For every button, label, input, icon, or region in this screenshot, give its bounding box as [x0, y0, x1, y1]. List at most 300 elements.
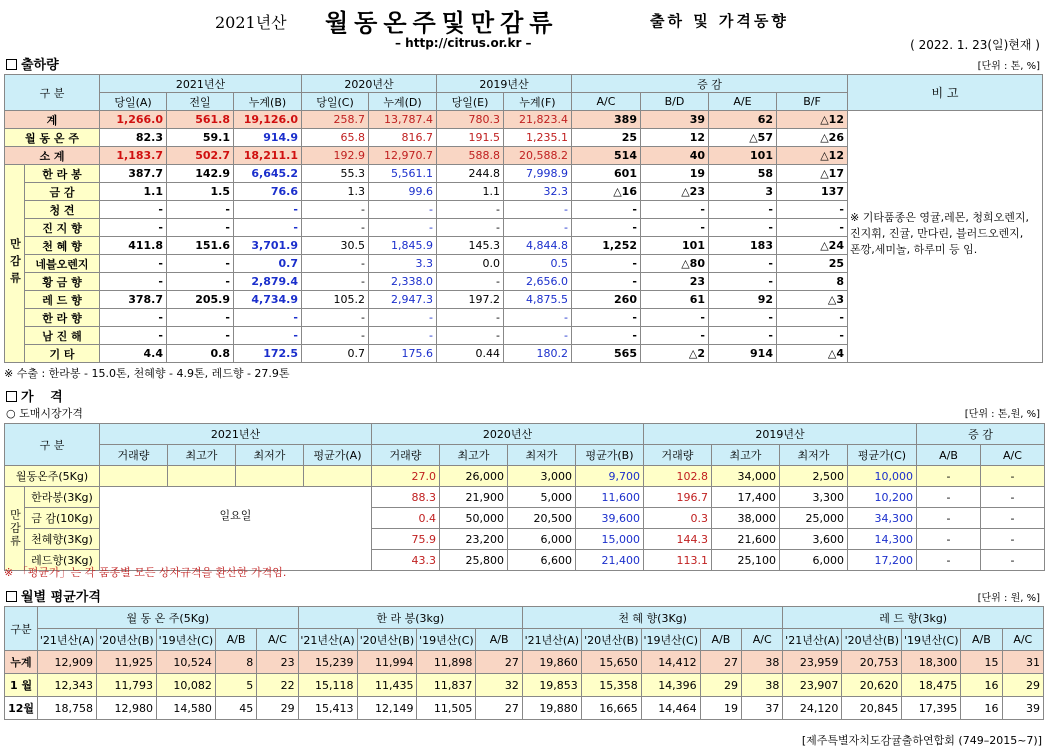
data-cell: 15,358 [581, 674, 641, 697]
data-cell: 0.7 [234, 255, 302, 273]
data-cell: 172.5 [234, 345, 302, 363]
data-cell: 3,000 [508, 466, 576, 487]
shipment-section-title [6, 54, 59, 73]
data-cell: 15,650 [581, 651, 641, 674]
sub-header: 최저가 [508, 445, 576, 466]
data-cell: - [369, 201, 437, 219]
data-cell: - [369, 309, 437, 327]
data-cell: - [572, 327, 641, 345]
data-cell: 15 [961, 651, 1002, 674]
data-cell: 2,500 [780, 466, 848, 487]
row-label: 금 감 [25, 183, 100, 201]
data-cell: 50,000 [440, 508, 508, 529]
data-cell: 65.8 [302, 129, 369, 147]
shipment-table [4, 74, 848, 363]
data-cell: 258.7 [302, 111, 369, 129]
data-cell: 11,898 [417, 651, 476, 674]
data-cell: 18,211.1 [234, 147, 302, 165]
data-cell: 39,600 [576, 508, 644, 529]
data-cell: 2,656.0 [504, 273, 572, 291]
sub-header: A/C [981, 445, 1045, 466]
price-unit: [단위 : 톤,원, %] [964, 409, 1040, 420]
data-cell: 16 [961, 697, 1002, 720]
shipment-note-cell [847, 74, 1043, 363]
data-cell: 88.3 [372, 487, 440, 508]
data-cell: 21,400 [576, 550, 644, 571]
data-cell: - [981, 508, 1045, 529]
data-cell: - [302, 201, 369, 219]
data-cell: 19 [641, 165, 709, 183]
table-row [5, 75, 848, 93]
data-cell: 17,400 [712, 487, 780, 508]
data-cell: 15,000 [576, 529, 644, 550]
data-cell: - [504, 219, 572, 237]
data-cell: 183 [709, 237, 777, 255]
data-cell: - [234, 309, 302, 327]
data-cell: 15,413 [298, 697, 357, 720]
row-label: 레 드 향 [25, 291, 100, 309]
holiday-notice: 일요일 [100, 487, 372, 571]
data-cell: 12 [641, 129, 709, 147]
data-cell: 175.6 [369, 345, 437, 363]
price-section-title [6, 386, 69, 405]
sub-header: 평균가(C) [848, 445, 917, 466]
data-cell: 38 [742, 674, 783, 697]
empty-cell [168, 466, 236, 487]
data-cell: 17,200 [848, 550, 917, 571]
data-cell: 20,620 [842, 674, 902, 697]
checkbox-icon [6, 591, 17, 602]
table-row [5, 129, 848, 147]
data-cell: 137 [777, 183, 848, 201]
data-cell: 27 [700, 651, 741, 674]
data-cell: 105.2 [302, 291, 369, 309]
data-cell: 40 [641, 147, 709, 165]
data-cell: 11,994 [357, 651, 417, 674]
data-cell: - [437, 219, 504, 237]
data-cell: 144.3 [644, 529, 712, 550]
data-cell: 11,925 [97, 651, 157, 674]
data-cell: - [981, 550, 1045, 571]
header-2021: 2021년산 [100, 75, 302, 93]
data-cell: - [100, 255, 167, 273]
table-row [5, 165, 848, 183]
data-cell: - [437, 327, 504, 345]
sub-header: 최저가 [236, 445, 304, 466]
sub-header: 평균가(B) [576, 445, 644, 466]
data-cell: 92 [709, 291, 777, 309]
data-cell: - [167, 273, 234, 291]
sub-header: 전일 [167, 93, 234, 111]
data-cell: 32 [476, 674, 523, 697]
data-cell: 196.7 [644, 487, 712, 508]
data-cell: 378.7 [100, 291, 167, 309]
data-cell: 10,082 [156, 674, 215, 697]
data-cell: 32.3 [504, 183, 572, 201]
sub-header: '20년산(B) [97, 629, 157, 651]
data-cell: 1,845.9 [369, 237, 437, 255]
sub-header: A/B [961, 629, 1002, 651]
table-row [5, 219, 848, 237]
data-cell: 0.7 [302, 345, 369, 363]
data-cell: - [572, 309, 641, 327]
data-cell: - [777, 327, 848, 345]
data-cell: 3,600 [780, 529, 848, 550]
sub-header: 당일(C) [302, 93, 369, 111]
data-cell: - [302, 327, 369, 345]
sub-header: '20년산(B) [842, 629, 902, 651]
data-cell: 14,396 [641, 674, 700, 697]
data-cell: 1.1 [437, 183, 504, 201]
data-cell: 588.8 [437, 147, 504, 165]
table-row [5, 345, 848, 363]
data-cell: 5,000 [508, 487, 576, 508]
data-cell: - [709, 327, 777, 345]
data-cell: 25 [572, 129, 641, 147]
data-cell: 75.9 [372, 529, 440, 550]
data-cell: 25,800 [440, 550, 508, 571]
row-label: 월동온주(5Kg) [5, 466, 100, 487]
table-row [5, 309, 848, 327]
table-row [5, 147, 848, 165]
data-cell: 16 [961, 674, 1002, 697]
data-cell: 5 [215, 674, 256, 697]
data-cell: 23 [641, 273, 709, 291]
checkbox-icon [6, 391, 17, 402]
data-cell: 18,300 [902, 651, 961, 674]
row-label: 네블오렌지 [25, 255, 100, 273]
sub-header: 평균가(A) [304, 445, 372, 466]
data-cell: 39 [641, 111, 709, 129]
header-2019: 2019년산 [644, 424, 917, 445]
data-cell: - [167, 327, 234, 345]
sub-header: 누계(B) [234, 93, 302, 111]
data-cell: 205.9 [167, 291, 234, 309]
data-cell: 5,561.1 [369, 165, 437, 183]
sub-header: A/B [700, 629, 741, 651]
data-cell: - [641, 327, 709, 345]
data-cell: 31 [1002, 651, 1043, 674]
site-url[interactable]: – http://citrus.or.kr – [395, 36, 532, 50]
data-cell: - [234, 327, 302, 345]
data-cell: 37 [742, 697, 783, 720]
table-row [5, 607, 1044, 629]
data-cell: △23 [641, 183, 709, 201]
data-cell: △57 [709, 129, 777, 147]
data-cell: 20,753 [842, 651, 902, 674]
table-row [5, 327, 848, 345]
row-label: 1 월 [5, 674, 38, 697]
data-cell: 101 [641, 237, 709, 255]
sub-header: A/C [742, 629, 783, 651]
sub-header: '20년산(B) [581, 629, 641, 651]
data-cell: 389 [572, 111, 641, 129]
row-label: 계 [5, 111, 100, 129]
row-label: 기 타 [25, 345, 100, 363]
data-cell: 43.3 [372, 550, 440, 571]
data-cell: - [709, 201, 777, 219]
table-row [5, 111, 848, 129]
row-label: 한 라 봉 [25, 165, 100, 183]
data-cell: - [369, 327, 437, 345]
data-cell: 12,909 [38, 651, 97, 674]
data-cell: - [504, 327, 572, 345]
data-cell: △26 [777, 129, 848, 147]
monthly-price-table [4, 606, 1044, 720]
data-cell: △16 [572, 183, 641, 201]
data-cell: 0.44 [437, 345, 504, 363]
sub-header: '19년산(C) [641, 629, 700, 651]
data-cell: 19,860 [522, 651, 581, 674]
data-cell: 1.5 [167, 183, 234, 201]
data-cell: 6,000 [780, 550, 848, 571]
data-cell: - [917, 550, 981, 571]
data-cell: 19 [700, 697, 741, 720]
data-cell: 15,118 [298, 674, 357, 697]
monthly-section-title [6, 586, 101, 605]
data-cell: - [234, 201, 302, 219]
sub-header: B/D [641, 93, 709, 111]
data-cell: 14,412 [641, 651, 700, 674]
data-cell: - [981, 466, 1045, 487]
row-label: 남 진 해 [25, 327, 100, 345]
data-cell: - [917, 487, 981, 508]
data-cell: 12,343 [38, 674, 97, 697]
data-cell: 8 [777, 273, 848, 291]
price-note: ※ 「평균가」는 각 품종별 모든 상자규격을 환산한 가격임. [4, 566, 287, 579]
data-cell: 514 [572, 147, 641, 165]
row-label: 레드향(3Kg) [25, 550, 100, 571]
table-row [5, 697, 1044, 720]
data-cell: - [981, 487, 1045, 508]
sub-header: 거래량 [372, 445, 440, 466]
data-cell: △24 [777, 237, 848, 255]
data-cell: 34,000 [712, 466, 780, 487]
data-cell: 23,200 [440, 529, 508, 550]
header-gubun: 구 분 [5, 75, 100, 111]
data-cell: 14,300 [848, 529, 917, 550]
data-cell: 58 [709, 165, 777, 183]
data-cell: 61 [641, 291, 709, 309]
data-cell: 6,600 [508, 550, 576, 571]
row-label: 천혜향(3Kg) [25, 529, 100, 550]
header-change: 증 감 [917, 424, 1045, 445]
sub-header: '19년산(C) [156, 629, 215, 651]
data-cell: 914.9 [234, 129, 302, 147]
group-label-mangam: 만감류 [5, 487, 25, 571]
table-row [5, 651, 1044, 674]
crop-year: 2021년산 [215, 13, 287, 32]
row-label: 소 계 [5, 147, 100, 165]
data-cell: 1.3 [302, 183, 369, 201]
data-cell: 601 [572, 165, 641, 183]
table-row [5, 237, 848, 255]
header-2020: 2020년산 [372, 424, 644, 445]
row-label: 12월 [5, 697, 38, 720]
sub-header: 최고가 [440, 445, 508, 466]
data-cell: 2,947.3 [369, 291, 437, 309]
page-subtitle: 출하 및 가격동향 [650, 12, 789, 30]
data-cell: 24,120 [783, 697, 842, 720]
data-cell: 3.3 [369, 255, 437, 273]
data-cell: △17 [777, 165, 848, 183]
data-cell: 19,880 [522, 697, 581, 720]
data-cell: 13,787.4 [369, 111, 437, 129]
data-cell: - [167, 255, 234, 273]
data-cell: - [572, 219, 641, 237]
data-cell: - [572, 273, 641, 291]
data-cell: 4,734.9 [234, 291, 302, 309]
data-cell: 561.8 [167, 111, 234, 129]
export-note: ※ 수출 : 한라봉 - 15.0톤, 천혜향 - 4.9톤, 레드향 - 27.9톤 [4, 367, 290, 380]
data-cell: - [302, 255, 369, 273]
table-row [5, 183, 848, 201]
data-cell: 21,823.4 [504, 111, 572, 129]
data-cell: 180.2 [504, 345, 572, 363]
data-cell: 3,701.9 [234, 237, 302, 255]
data-cell: 19,126.0 [234, 111, 302, 129]
checkbox-icon [6, 59, 17, 70]
data-cell: - [234, 219, 302, 237]
group-header: 한 라 봉(3kg) [298, 607, 522, 629]
data-cell: △3 [777, 291, 848, 309]
data-cell: 4,875.5 [504, 291, 572, 309]
sub-header: B/F [777, 93, 848, 111]
data-cell: 0.3 [644, 508, 712, 529]
data-cell: 18,758 [38, 697, 97, 720]
data-cell: 14,580 [156, 697, 215, 720]
data-cell: 8 [215, 651, 256, 674]
data-cell: - [369, 219, 437, 237]
data-cell: - [709, 255, 777, 273]
data-cell: 4.4 [100, 345, 167, 363]
data-cell: 20,845 [842, 697, 902, 720]
data-cell: 1.1 [100, 183, 167, 201]
data-cell: - [572, 255, 641, 273]
data-cell: - [709, 219, 777, 237]
data-cell: 4,844.8 [504, 237, 572, 255]
data-cell: 29 [700, 674, 741, 697]
data-cell: 21,600 [712, 529, 780, 550]
data-cell: - [641, 309, 709, 327]
sub-header: 누계(F) [504, 93, 572, 111]
sub-header: 거래량 [644, 445, 712, 466]
data-cell: 101 [709, 147, 777, 165]
sub-header: '21년산(A) [298, 629, 357, 651]
sub-header: 당일(E) [437, 93, 504, 111]
data-cell: 27 [476, 697, 523, 720]
data-cell: - [777, 219, 848, 237]
data-cell: 34,300 [848, 508, 917, 529]
data-cell: 3,300 [780, 487, 848, 508]
data-cell: △12 [777, 147, 848, 165]
data-cell: - [641, 219, 709, 237]
group-label-mangam: 만감류 [5, 165, 25, 363]
data-cell: △2 [641, 345, 709, 363]
table-row [5, 629, 1044, 651]
data-cell: 11,600 [576, 487, 644, 508]
data-cell: 411.8 [100, 237, 167, 255]
sub-header: '19년산(C) [902, 629, 961, 651]
header-gubun: 구 분 [5, 424, 100, 466]
data-cell: 29 [1002, 674, 1043, 697]
data-cell: 25 [777, 255, 848, 273]
sub-header: A/C [572, 93, 641, 111]
data-cell: 565 [572, 345, 641, 363]
data-cell: 55.3 [302, 165, 369, 183]
group-header: 천 혜 향(3Kg) [522, 607, 783, 629]
sub-header: A/B [215, 629, 256, 651]
data-cell: - [167, 309, 234, 327]
data-cell: - [777, 201, 848, 219]
data-cell: 502.7 [167, 147, 234, 165]
data-cell: 12,970.7 [369, 147, 437, 165]
sub-header: 당일(A) [100, 93, 167, 111]
table-row [5, 445, 1045, 466]
table-row [5, 93, 848, 111]
sub-header: 최고가 [168, 445, 236, 466]
sub-header: A/E [709, 93, 777, 111]
data-cell: 26,000 [440, 466, 508, 487]
header-2020: 2020년산 [302, 75, 437, 93]
data-cell: 39 [1002, 697, 1043, 720]
table-row [5, 674, 1044, 697]
data-cell: 21,900 [440, 487, 508, 508]
data-cell: 15,239 [298, 651, 357, 674]
data-cell: - [504, 309, 572, 327]
data-cell: 145.3 [437, 237, 504, 255]
data-cell: 2,879.4 [234, 273, 302, 291]
row-label: 한라봉(3Kg) [25, 487, 100, 508]
data-cell: 76.6 [234, 183, 302, 201]
data-cell: 2,338.0 [369, 273, 437, 291]
table-row [5, 424, 1045, 445]
empty-cell [100, 466, 168, 487]
data-cell: - [437, 309, 504, 327]
data-cell: 1,266.0 [100, 111, 167, 129]
data-cell: 59.1 [167, 129, 234, 147]
data-cell: 17,395 [902, 697, 961, 720]
data-cell: 62 [709, 111, 777, 129]
sub-header: 누계(D) [369, 93, 437, 111]
data-cell: 23,907 [783, 674, 842, 697]
data-cell: 914 [709, 345, 777, 363]
data-cell: 11,505 [417, 697, 476, 720]
data-cell: 10,200 [848, 487, 917, 508]
data-cell: △80 [641, 255, 709, 273]
group-header: 월 동 온 주(5Kg) [38, 607, 299, 629]
data-cell: 0.4 [372, 508, 440, 529]
data-cell: 192.9 [302, 147, 369, 165]
data-cell: - [437, 201, 504, 219]
data-cell: 0.5 [504, 255, 572, 273]
shipment-section-label: 출하량 [21, 58, 59, 73]
sub-header: 최저가 [780, 445, 848, 466]
data-cell: 780.3 [437, 111, 504, 129]
data-cell: 23,959 [783, 651, 842, 674]
data-cell: - [167, 201, 234, 219]
data-cell: - [981, 529, 1045, 550]
data-cell: 27.0 [372, 466, 440, 487]
note-text: ※ 기타품종은 영귤,레몬, 청희오렌지, 진지휘, 진귤, 만다린, 블러드오렌지, 폰깡,세미놀, 하루미 등 임. [850, 211, 1029, 256]
data-cell: 99.6 [369, 183, 437, 201]
table-row [5, 487, 1045, 508]
row-label: 월 동 온 주 [5, 129, 100, 147]
table-row [5, 201, 848, 219]
data-cell: - [302, 273, 369, 291]
footer-org: [제주특별자치도감귤출하연합회 (749–2015~7)] [801, 734, 1042, 747]
data-cell: - [917, 508, 981, 529]
